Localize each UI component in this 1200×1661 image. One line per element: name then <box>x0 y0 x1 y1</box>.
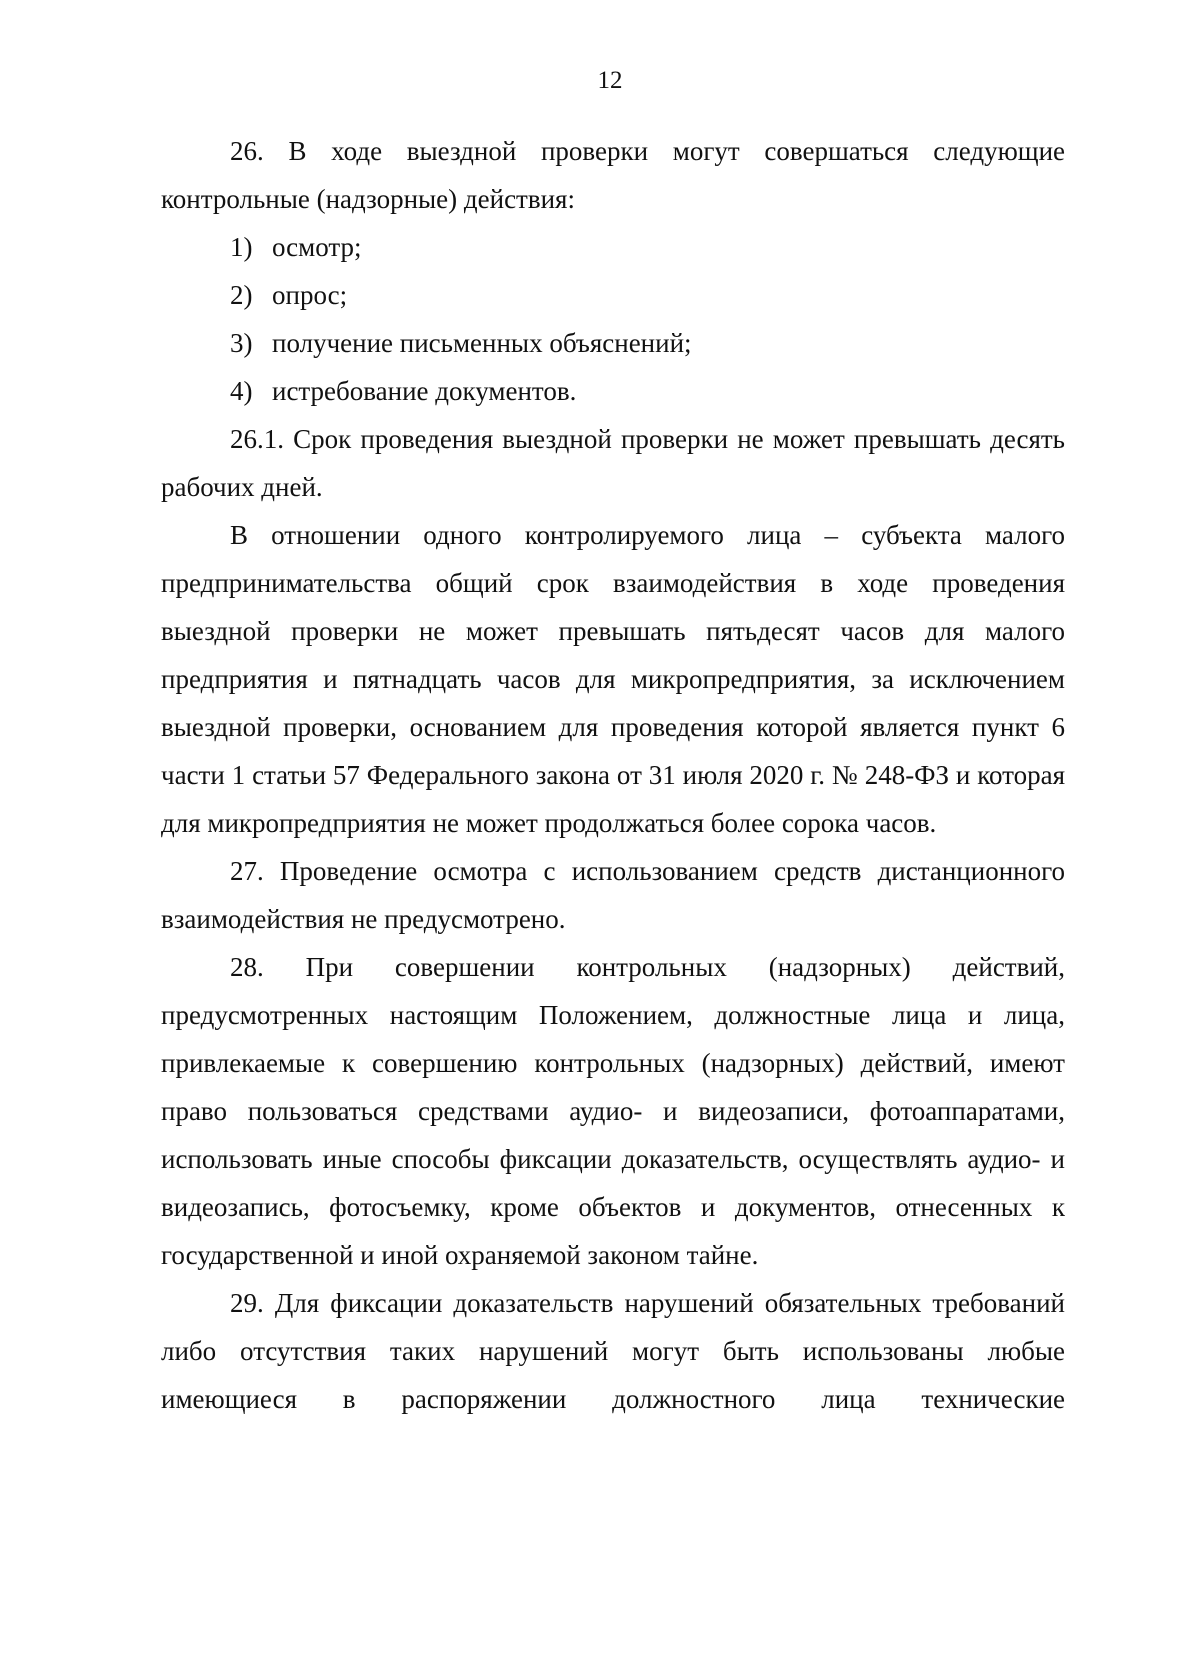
list-item <box>161 223 1065 271</box>
page-number: 12 <box>597 67 623 94</box>
list-item <box>161 367 1065 415</box>
list-item-number: 3) <box>230 328 253 358</box>
paragraph-28: 28. При совершении контрольных (надзорных) действий, предусмотренных настоящим Положением, должностные лица и лица, привлекаемые к совершению контрольных (надзорных) действий, имеют право пользоваться средствами аудио- и видеозаписи, фотоаппаратами, использовать иные способы фиксации доказательств, осуществлять аудио- и видеозапись, фотосъемку, кроме объектов и документов, отнесенных к государственной и иной охраняемой законом тайне. <box>161 952 1065 1270</box>
actions-list <box>161 223 1065 415</box>
list-item <box>161 271 1065 319</box>
paragraph-26: 26. В ходе выездной проверки могут совершаться следующие контрольные (надзорные) действия: <box>161 136 1065 214</box>
list-item-text: осмотр; <box>272 232 362 262</box>
paragraph-26-1: 26.1. Срок проведения выездной проверки не может превышать десять рабочих дней. <box>161 424 1065 502</box>
list-item-number: 2) <box>230 280 253 310</box>
list-item-number: 4) <box>230 376 253 406</box>
document-body <box>161 127 1065 1423</box>
list-item-number: 1) <box>230 232 253 262</box>
paragraph-27: 27. Проведение осмотра с использованием средств дистанционного взаимодействия не предусмотрено. <box>161 856 1065 934</box>
paragraph-26-1-time-limit: В отношении одного контролируемого лица – субъекта малого предпринимательства общий срок взаимодействия в ходе проведения выездной проверки не может превышать пятьдесят часов для малого предприятия и пятнадцать часов для микропредприятия, за исключением выездной проверки, основанием для проведения которой является пункт 6 части 1 статьи 57 Федерального закона от 31 июля 2020 г. № 248-ФЗ и которая для микропредприятия не может продолжаться более сорока часов. <box>161 520 1065 838</box>
paragraph-29: 29. Для фиксации доказательств нарушений обязательных требований либо отсутствия таких нарушений могут быть использованы любые имеющиеся в распоряжении должностного лица технические <box>161 1288 1065 1414</box>
list-item-text: получение письменных объяснений; <box>272 328 692 358</box>
list-item <box>161 319 1065 367</box>
list-item-text: истребование документов. <box>272 376 577 406</box>
list-item-text: опрос; <box>272 280 348 310</box>
